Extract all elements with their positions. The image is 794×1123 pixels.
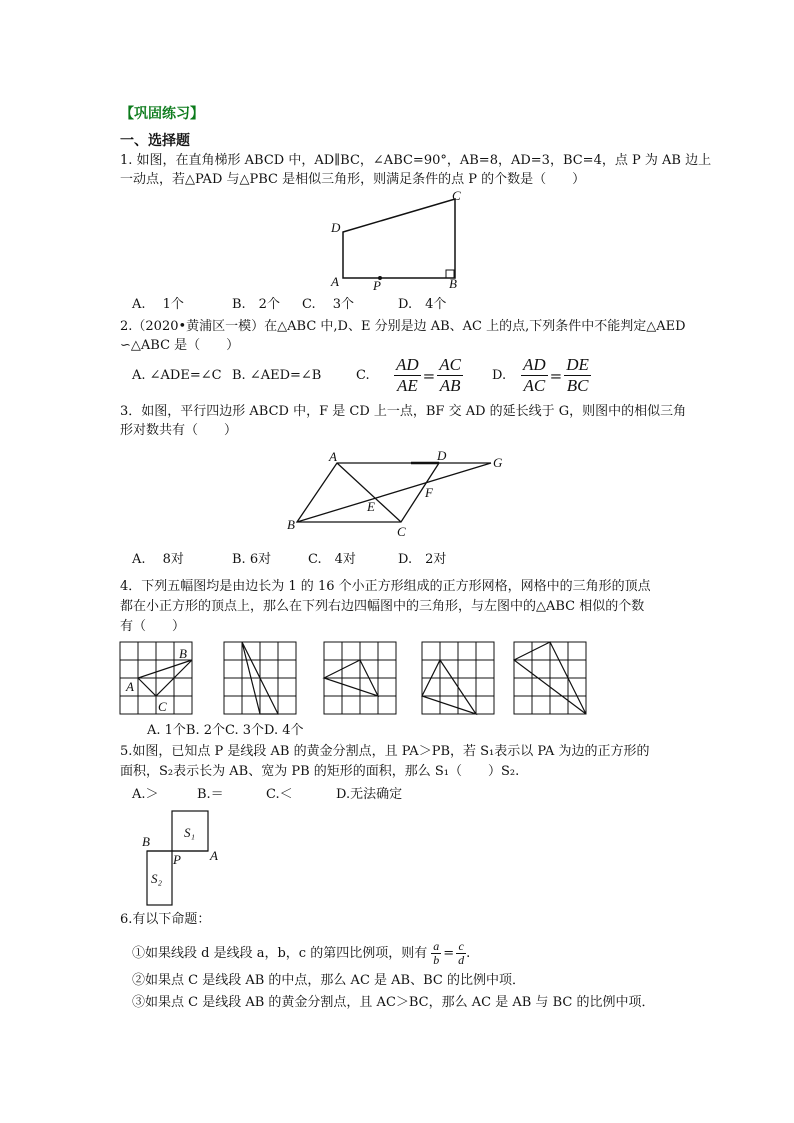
q3-line2: 形对数共有（ ） <box>120 423 238 438</box>
label-a: A <box>331 274 339 289</box>
q4-line3: 有（ ） <box>120 619 186 634</box>
label-c: C <box>452 188 461 203</box>
label-p: P <box>173 852 181 867</box>
q1-option-c: C. 3个 <box>302 297 355 312</box>
q6-item3: ③如果点 C 是线段 AB 的黄金分割点，且 AC＞BC，那么 AC 是 AB 与 BC 的比例中项． <box>132 995 655 1010</box>
label-a: A <box>329 449 337 464</box>
q6-item1-text: ①如果线段 d 是线段 a，b，c 的第四比例项，则有 <box>132 945 428 961</box>
q3-option-a: A. 8对 <box>132 552 184 567</box>
q1-trapezoid-figure <box>325 186 475 294</box>
grid-left-abc <box>120 642 192 714</box>
label-d: D <box>437 448 447 463</box>
denominator: AC <box>523 376 546 395</box>
label-a: A <box>126 679 134 694</box>
q2-option-a: A. ∠ADE=∠C <box>132 368 222 383</box>
denominator: BC <box>566 376 589 395</box>
label-b: B <box>142 834 150 849</box>
q2-line1: 2.（2020•黄浦区一模）在△ABC 中,D、E 分别是边 AB、AC 上的点,下列条件中不能判定△AED <box>120 319 686 334</box>
equals-sign: = <box>443 945 455 961</box>
q1-line1: 1. 如图，在直角梯形 ABCD 中，AD∥BC，∠ABC=90°，AB=8，AD=3，BC=4，点 P 为 AB 边上 <box>120 153 712 168</box>
label-b: B <box>449 276 457 291</box>
label-c: C <box>397 524 406 539</box>
q3-parallelogram-figure <box>283 445 513 545</box>
line-bg <box>297 463 491 522</box>
q2-option-c-formula <box>394 355 463 396</box>
denominator: AE <box>396 376 418 395</box>
numerator: AD <box>523 355 546 374</box>
q2-option-b: B. ∠AED=∠B <box>232 368 322 383</box>
numerator: a <box>433 939 440 953</box>
trapezoid-shape <box>343 199 455 278</box>
q4-line2: 都在小正方形的顶点上，那么在下列右边四幅图中的三角形，与左图中的△ABC 相似的个数 <box>120 599 645 614</box>
denominator: AB <box>439 376 461 395</box>
label-g: G <box>493 455 503 470</box>
label-b: B <box>179 646 187 661</box>
q4-grid-figures <box>116 638 596 720</box>
q5-option-c: C.＜ <box>266 787 293 802</box>
equals-sign: = <box>422 366 436 385</box>
label-d: D <box>331 220 341 235</box>
label-p: P <box>373 278 381 293</box>
section-title: 【巩固练习】 <box>120 106 204 122</box>
q1-option-a: A. 1个 <box>132 297 184 312</box>
grid-option-3 <box>422 642 494 714</box>
denominator: b <box>433 953 440 967</box>
q5-option-a: A.＞ <box>132 787 159 802</box>
q5-line2: 面积，S₂表示长为 AB、宽为 PB 的矩形的面积，那么 S₁（ ）S₂. <box>120 764 520 779</box>
fraction <box>431 940 441 967</box>
q6-item2: ②如果点 C 是线段 AB 的中点，那么 AC 是 AB、BC 的比例中项． <box>132 973 525 988</box>
q3-option-d: D. 2对 <box>398 552 447 567</box>
fraction <box>437 355 463 396</box>
q4-line1: 4．下列五幅图均是由边长为 1 的 16 个小正方形组成的正方形网格，网格中的三角形的顶点 <box>120 579 651 594</box>
fraction <box>394 355 421 396</box>
q5-line1: 5.如图，已知点 P 是线段 AB 的黄金分割点，且 PA＞PB，若 S₁表示以 PA 为边的正方形的 <box>120 744 650 759</box>
q2-option-c-label: C. <box>356 368 370 383</box>
q5-golden-section-figure <box>138 805 228 911</box>
label-c: C <box>158 699 167 714</box>
q1-option-d: D. 4个 <box>398 297 447 312</box>
label-s1: S₁ <box>184 825 196 840</box>
label-b: B <box>287 517 295 532</box>
grid-option-1 <box>224 642 296 714</box>
q2-option-d-label: D. <box>492 368 507 383</box>
label-s2: S₂ <box>151 871 163 886</box>
label-f: F <box>425 485 433 500</box>
q1-option-b: B. 2个 <box>232 297 280 312</box>
fraction <box>456 940 466 967</box>
numerator: c <box>456 940 466 954</box>
q5-option-d: D.无法确定 <box>336 787 403 802</box>
q6-item1 <box>132 940 470 967</box>
q3-line1: 3．如图，平行四边形 ABCD 中，F 是 CD 上一点，BF 交 AD 的延长线于 G，则图中的相似三角 <box>120 404 687 419</box>
q2-line2: ∽△ABC 是（ ） <box>120 338 240 353</box>
numerator: DE <box>566 355 589 374</box>
fraction <box>564 355 591 396</box>
denominator: d <box>458 953 465 967</box>
q6-line1: 6.有以下命题： <box>120 912 211 927</box>
numerator: AD <box>396 355 419 374</box>
label-a: A <box>210 848 218 863</box>
q2-option-d-formula <box>521 355 591 396</box>
part-title: 一、选择题 <box>120 133 190 149</box>
grid-option-4 <box>514 642 586 714</box>
q3-option-c: C. 4对 <box>308 552 356 567</box>
q1-line2: 一动点，若△PAD 与△PBC 是相似三角形，则满足条件的点 P 的个数是（ ） <box>120 172 586 187</box>
equals-sign: = <box>549 366 563 385</box>
triangle-3 <box>422 660 476 714</box>
numerator: AC <box>439 355 461 374</box>
q3-option-b: B. 6对 <box>232 552 272 567</box>
fraction <box>521 355 548 396</box>
q4-options: A. 1个B. 2个C. 3个D. 4个 <box>147 723 304 738</box>
label-e: E <box>367 499 375 514</box>
q5-option-b: B.＝ <box>197 787 224 802</box>
q6-item1-end: . <box>466 945 471 961</box>
grid-option-2 <box>324 642 396 714</box>
